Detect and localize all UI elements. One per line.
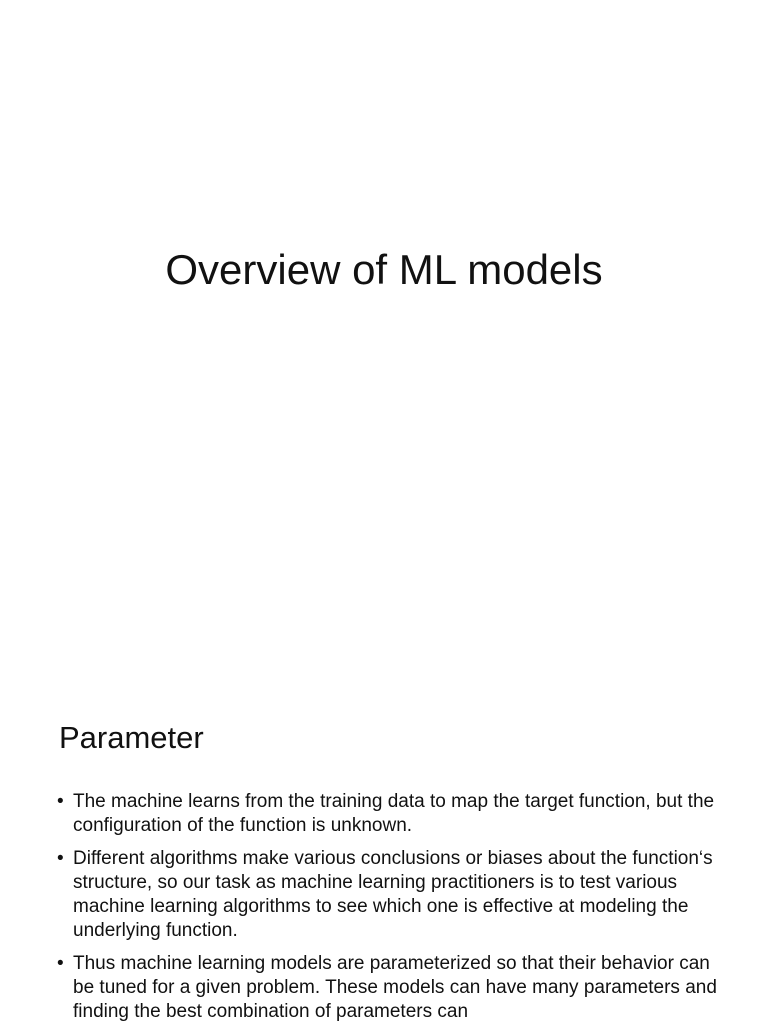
- bullet-item: [57, 847, 727, 944]
- parameter-slide: [0, 686, 768, 1024]
- bullet-marker: •: [57, 791, 64, 812]
- section-title: Parameter: [59, 720, 204, 755]
- bullet-text: Different algorithms make various conclusions or biases about the function‘s structure, so our task as machine learning practitioners is to test various machine learning algorithms to see which one is effective at modeling the underlying function.: [73, 847, 713, 942]
- bullet-text: Thus machine learning models are parameterized so that their behavior can be tuned for a given problem. These models can have many parameters and finding the best combination of parameters can: [73, 952, 717, 1023]
- bullet-item: [57, 952, 727, 1024]
- bullet-item: [57, 790, 727, 839]
- bullet-marker: •: [57, 952, 64, 974]
- slide-title: Overview of ML models: [165, 246, 603, 293]
- bullet-list: [57, 790, 727, 1024]
- bullet-marker: •: [57, 847, 64, 869]
- bullet-text: The machine learns from the training data to map the target function, but the configuration of the function is unknown.: [73, 791, 715, 837]
